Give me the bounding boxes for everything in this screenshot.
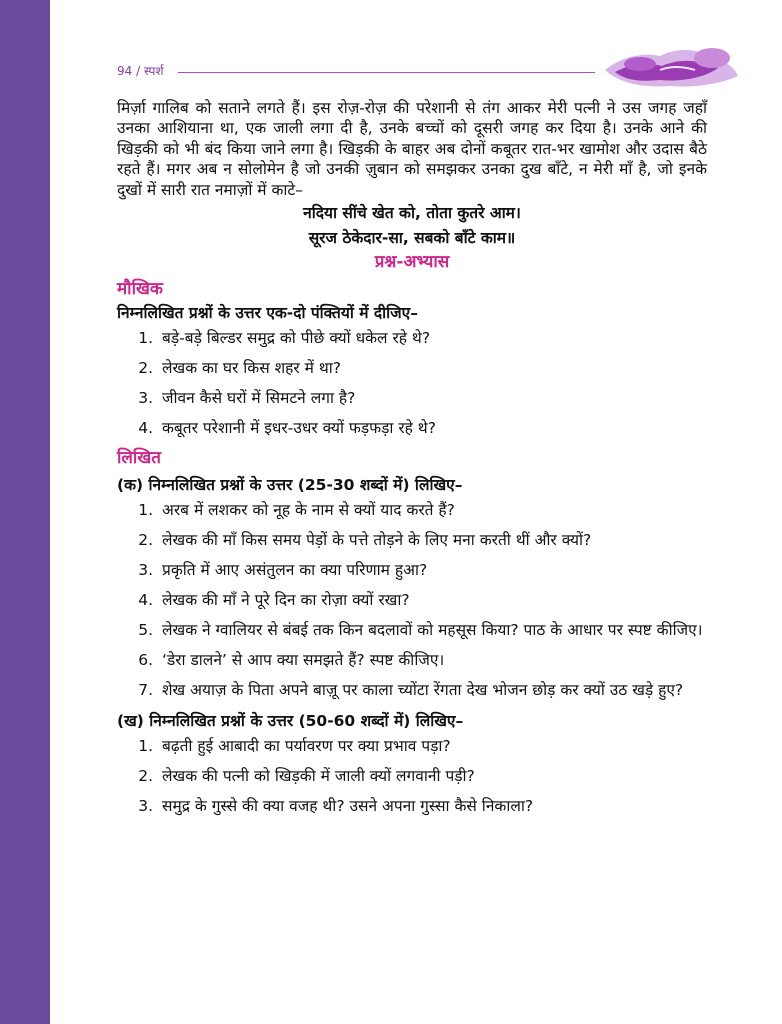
list-item: 1. अरब में लशकर को नूह के नाम से क्यों याद करते हैं? [138, 501, 455, 520]
written-heading: लिखित [117, 448, 161, 469]
list-item: 1. बड़े-बड़े बिल्डर समुद्र को पीछे क्यों धकेल रहे थे? [138, 329, 431, 348]
oral-instruction: निम्नलिखित प्रश्नों के उत्तर एक-दो पंक्तियों में दीजिए– [117, 304, 418, 323]
list-item: 3. जीवन कैसे घरों में सिमटने लगा है? [138, 389, 356, 408]
oral-question-list [117, 327, 707, 439]
couplet [117, 200, 707, 252]
part-a-question-list [117, 499, 707, 701]
list-item: 2. लेखक की पत्नी को खिड़की में जाली क्यों लगवानी पड़ी? [138, 767, 475, 786]
part-b-question-list [117, 735, 707, 817]
page-content [117, 98, 707, 825]
part-b-instruction: (ख) निम्नलिखित प्रश्नों के उत्तर (50-60 शब्दों में) लिखिए– [117, 712, 464, 731]
decorative-illustration [600, 40, 740, 92]
list-item: 2. लेखक की माँ किस समय पेड़ों के पत्ते तोड़ने के लिए मना करती थीं और क्यों? [138, 531, 592, 550]
list-item: 6. ‘डेरा डालने’ से आप क्या समझते हैं? स्पष्ट कीजिए। [138, 651, 445, 670]
list-item: 1. बढ़ती हुई आबादी का पर्यावरण पर क्या प्रभाव पड़ा? [138, 737, 451, 756]
list-item: 4. लेखक की माँ ने पूरे दिन का रोज़ा क्यों रखा? [138, 591, 410, 610]
couplet-line-2: सूरज ठेकेदार-सा, सबको बाँटे काम॥ [308, 229, 516, 248]
list-item: 3. प्रकृति में आए असंतुलन का क्या परिणाम हुआ? [138, 561, 428, 580]
oral-heading: मौखिक [117, 279, 163, 300]
list-item: 4. कबूतर परेशानी में इधर-उधर क्यों फड़फड़ा रहे थे? [138, 419, 436, 438]
page-header: 94 / स्पर्श [117, 64, 164, 78]
list-item: 5. लेखक ने ग्वालियर से बंबई तक किन बदलावों को महसूस किया? पाठ के आधार पर स्पष्ट कीजिए। [138, 621, 703, 640]
part-a-instruction: (क) निम्नलिखित प्रश्नों के उत्तर (25-30 शब्दों में) लिखिए– [117, 476, 463, 495]
list-item: 3. समुद्र के गुस्से की क्या वजह थी? उसने अपना गुस्सा कैसे निकाला? [138, 797, 534, 816]
left-color-bar [0, 0, 50, 1024]
body-paragraph: मिर्ज़ा गालिब को सताने लगते हैं। इस रोज़-रोज़ की परेशानी से तंग आकर मेरी पत्नी ने उस जगह जहाँ उनका आशियाना था, एक जाली लगा दी है, उनके बच्चों को दूसरी जगह कर दिया है। उनके आने की खिड़की को भी बंद किया जाने लगा है। खिड़की के बाहर अब दोनों कबूतर रात-भर खामोश और उदास बैठे रहते हैं। मगर अब न सोलोमेन है जो उनकी ज़ुबान को समझकर उनका दुख बाँटे, न मेरी माँ है, जो इनके दुखों में सारी रात नमाज़ों में काटे– [117, 99, 707, 199]
list-item: 7. शेख अयाज़ के पिता अपने बाज़ू पर काला च्योंटा रेंगता देख भोजन छोड़ कर क्यों उठ खड़े हुए? [138, 681, 684, 700]
header-rule [178, 72, 595, 73]
list-item: 2. लेखक का घर किस शहर में था? [138, 359, 341, 378]
exercise-heading: प्रश्न-अभ्यास [374, 252, 450, 273]
couplet-line-1: नदिया सींचे खेत को, तोता कुतरे आम। [303, 204, 521, 223]
